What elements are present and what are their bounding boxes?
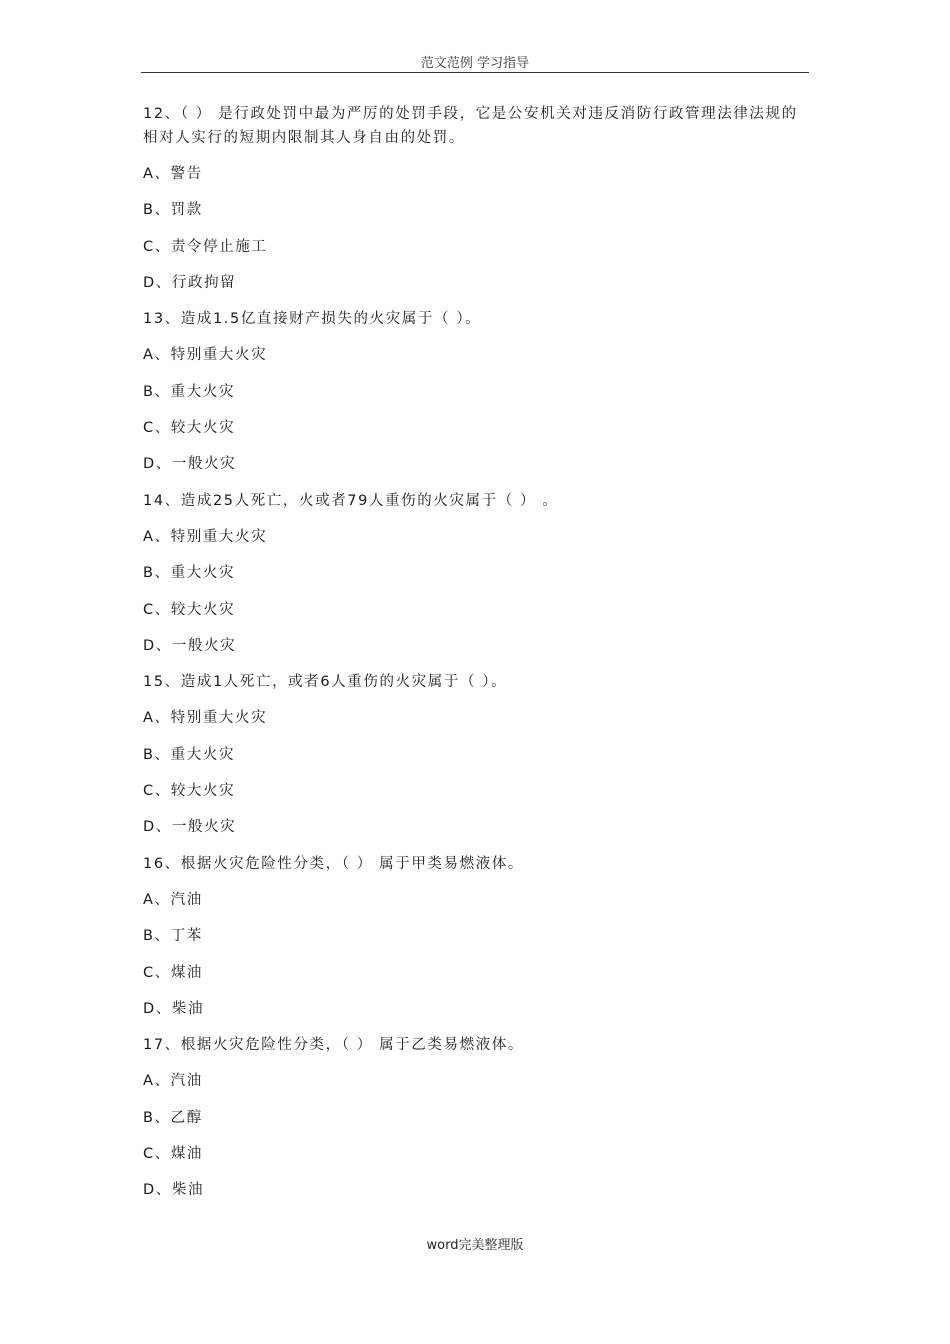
question-14: 14、造成25人死亡，火或者79人重伤的火灾属于（ ） 。 <box>143 492 559 509</box>
q17-option-a: A、汽油 <box>143 1073 203 1090</box>
q12-option-b: B、罚款 <box>143 202 203 219</box>
q12-option-d: D、行政拘留 <box>143 274 237 291</box>
q13-option-b: B、重大火灾 <box>143 383 236 400</box>
q16-option-c: C、煤油 <box>143 964 204 981</box>
q15-option-a: A、特别重大火灾 <box>143 710 268 727</box>
q13-option-a: A、特别重大火灾 <box>143 347 268 364</box>
question-16: 16、根据火灾危险性分类，（ ） 属于甲类易燃液体。 <box>143 855 525 872</box>
q14-option-b: B、重大火灾 <box>143 565 236 582</box>
header-divider <box>141 72 809 73</box>
q15-option-c: C、较大火灾 <box>143 783 236 800</box>
question-12: 12、（ ） 是行政处罚中最为严厉的处罚手段，它是公安机关对违反消防行政管理法律法规的相对人实行的短期内限制其人身自由的处罚。 <box>143 106 798 146</box>
q12-option-c: C、责令停止施工 <box>143 238 268 255</box>
q16-option-b: B、丁苯 <box>143 928 203 945</box>
q15-option-b: B、重大火灾 <box>143 746 236 763</box>
q16-option-a: A、汽油 <box>143 891 203 908</box>
question-17: 17、根据火灾危险性分类，（ ） 属于乙类易燃液体。 <box>143 1037 525 1054</box>
q14-option-d: D、一般火灾 <box>143 637 237 654</box>
page-header: 范文范例 学习指导 <box>420 56 530 71</box>
q17-option-c: C、煤油 <box>143 1146 204 1163</box>
question-15: 15、造成1人死亡，或者6人重伤的火灾属于（ ）。 <box>143 674 508 691</box>
q14-option-a: A、特别重大火灾 <box>143 528 268 545</box>
document-body <box>143 102 813 1215</box>
question-13: 13、造成1.5亿直接财产损失的火灾属于（ ）。 <box>143 311 482 328</box>
q13-option-c: C、较大火灾 <box>143 420 236 437</box>
page-footer: word完美整理版 <box>426 1238 524 1253</box>
q17-option-b: B、乙醇 <box>143 1109 203 1126</box>
q17-option-d: D、柴油 <box>143 1182 205 1199</box>
q16-option-d: D、柴油 <box>143 1000 205 1017</box>
q15-option-d: D、一般火灾 <box>143 819 237 836</box>
q12-option-a: A、警告 <box>143 166 203 182</box>
q13-option-d: D、一般火灾 <box>143 456 237 473</box>
q14-option-c: C、较大火灾 <box>143 601 236 618</box>
